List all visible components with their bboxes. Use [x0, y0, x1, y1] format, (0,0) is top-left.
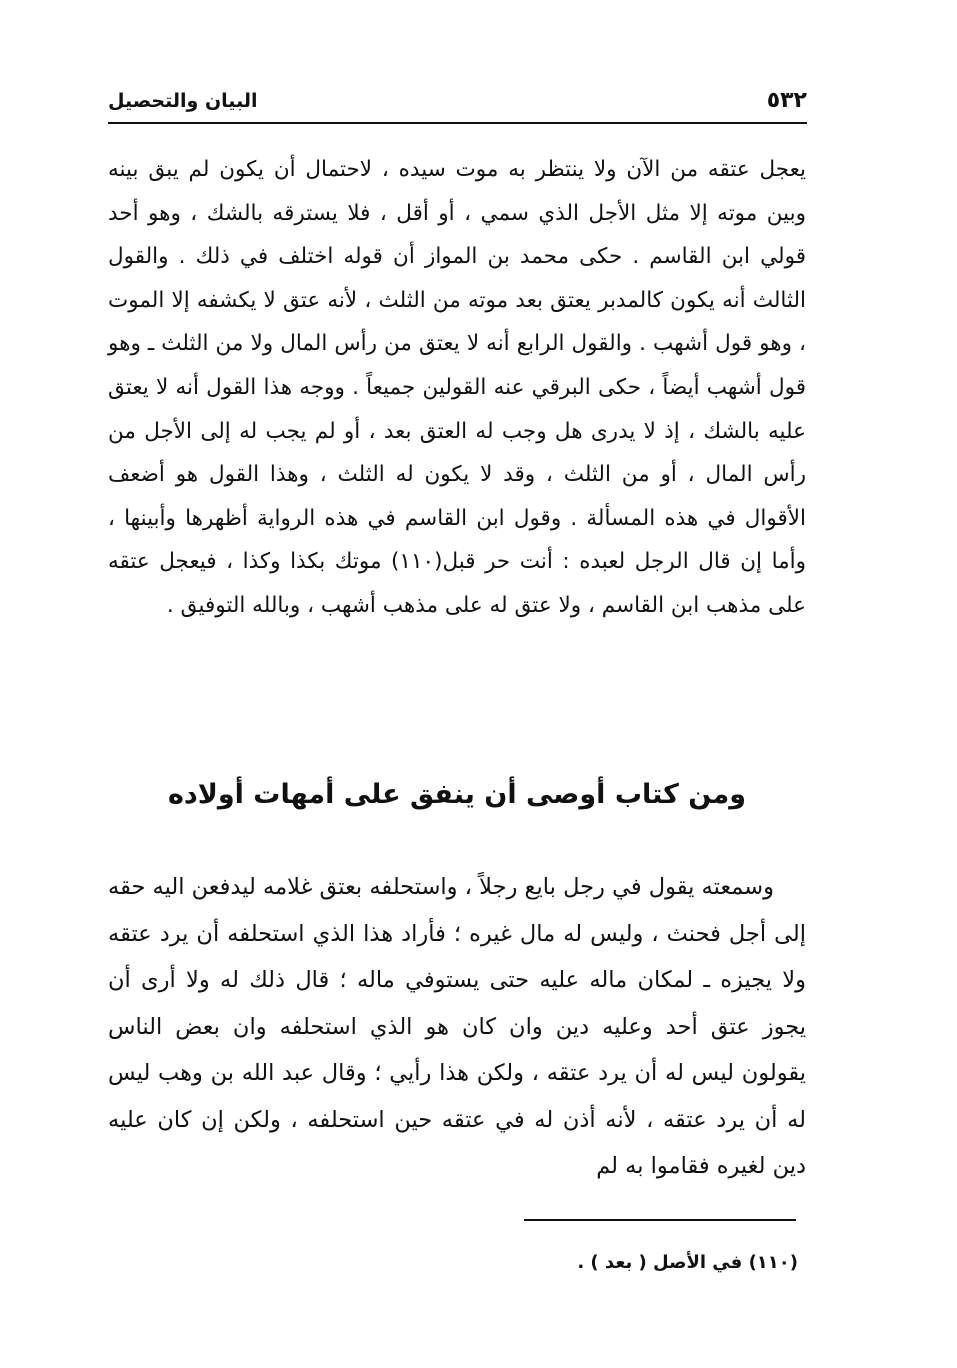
- section-heading: ومن كتاب أوصى أن ينفق على أمهات أولاده: [167, 779, 747, 810]
- book-title: البيان والتحصيل: [108, 90, 258, 112]
- footnote-rule: [524, 1219, 796, 1221]
- body-paragraph-1: يعجل عتقه من الآن ولا ينتظر به موت سيده ، لاحتمال أن يكون لم يبق بينه وبين موته إلا مثل الأجل الذي سمي ، أو أقل ، فلا يسترقه بالشك ، وهو أحد قولي ابن القاسم . حكى محمد بن المواز أن قوله اختلف في ذلك . والقول الثالث أنه يكون كالمدبر يعتق بعد موته من الثلث ، لأنه عتق لا يكشفه إلا الموت ، وهو قول أشهب . والقول الرابع أنه لا يعتق من رأس المال ولا من الثلث ـ وهو قول أشهب أيضاً ، حكى البرقي عنه القولين جميعاً . ووجه هذا القول أنه لا يعتق عليه بالشك ، إذ لا يدرى هل وجب له العتق بعد ، أو لم يجب له إلى الأجل من رأس المال ، أو من الثلث ، وقد لا يكون له الثلث ، وهذا القول هو أضعف الأقوال في هذه المسألة . وقول ابن القاسم في هذه الرواية أظهرها وأبينها ، وأما إن قال الرجل لعبده : أنت حر قبل(١١٠) موتك بكذا وكذا ، فيعجل عتقه على مذهب ابن القاسم ، ولا عتق له على مذهب أشهب ، وبالله التوفيق .: [108, 157, 806, 618]
- footnote-110: (١١٠) في الأصل ( بعد ) .: [577, 1252, 798, 1273]
- body-paragraph-2: وسمعته يقول في رجل بايع رجلاً ، واستحلفه بعتق غلامه ليدفعن اليه حقه إلى أجل فحنث ، وليس له مال غيره ؛ فأراد هذا الذي استحلفه أن يرد عتقه ولا يجيزه ـ لمكان ماله عليه حتى يستوفي ماله ؛ قال ذلك له ولا أرى أن يجوز عتق أحد وعليه دين وان كان هو الذي استحلفه وان بعض الناس يقولون ليس له أن يرد عتقه ، ولكن هذا رأيي ؛ وقال عبد الله بن وهب ليس له أن يرد عتقه ، لأنه أذن له في عتقه حين استحلفه ، ولكن إن كان عليه دين لغيره فقاموا به لم: [108, 874, 806, 1179]
- header-rule: [108, 122, 807, 124]
- running-head: [108, 86, 807, 116]
- page-number: ٥٣٢: [766, 88, 807, 113]
